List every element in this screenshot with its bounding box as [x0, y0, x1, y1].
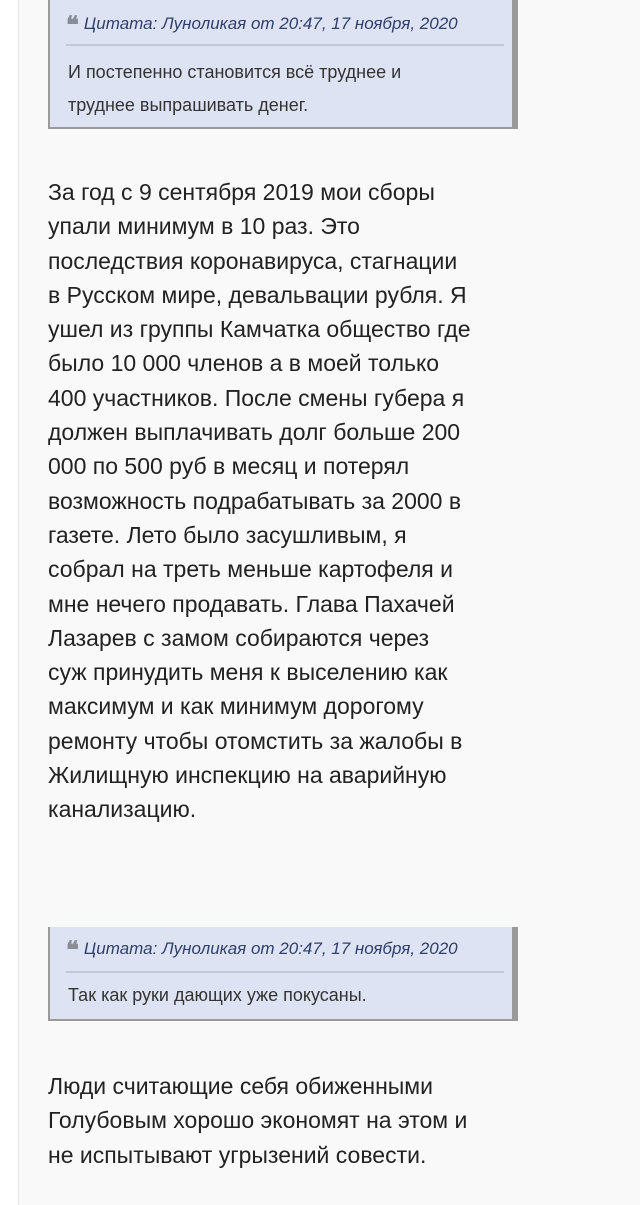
quote-mark-icon: ❝: [66, 10, 79, 39]
quote-text: [68, 46, 504, 122]
paragraph-line: Голубовым хорошо экономят на этом и: [48, 1107, 468, 1134]
paragraph-line: канализацию.: [48, 796, 197, 823]
paragraph-line: ушел из группы Камчатка общество где: [48, 316, 471, 343]
quote-header-text: Цитата: Луноликая от 20:47, 17 ноября, 2020: [83, 14, 458, 33]
paragraph-line: Лазарев с замом собираются через: [48, 624, 430, 651]
paragraph-line: мне нечего продавать. Глава Пахачей: [48, 590, 455, 617]
quote-block: [48, 927, 518, 1021]
paragraph-line: 400 участников. После смены губера я: [48, 384, 465, 411]
paragraph-line: в Русском мире, девальвации рубля. Я: [48, 281, 467, 308]
quote-mark-icon: ❝: [66, 935, 79, 964]
paragraph-line: должен выплачивать долг больше 200: [48, 419, 461, 446]
quote-header: [66, 927, 504, 973]
paragraph-line: Жилищную инспекцию на аварийную: [48, 762, 447, 789]
paragraph-line: последствия коронавируса, стагнации: [48, 247, 458, 274]
paragraph-line: не испытывают угрызений совести.: [48, 1141, 427, 1168]
paragraph-line: За год с 9 сентября 2019 мои сборы: [48, 179, 435, 205]
paragraph-line: газете. Лето было засушливым, я: [48, 521, 407, 548]
paragraph-line: ремонту чтобы отомстить за жалобы в: [48, 727, 463, 754]
paragraph-line: Люди считающие себя обиженными: [48, 1073, 433, 1099]
post-paragraph: [48, 175, 518, 827]
paragraph-line: суж принудить меня к выселению как: [48, 659, 448, 686]
quote-text: [68, 973, 504, 1012]
paragraph-line: возможность подрабатывать за 2000 в: [48, 487, 462, 514]
paragraph-line: собрал на треть меньше картофеля и: [48, 556, 453, 583]
quote-text-line: Так как руки дающих уже покусаны.: [68, 985, 367, 1005]
paragraph-line: упали минимум в 10 раз. Это: [48, 213, 360, 240]
quote-header-text: Цитата: Луноликая от 20:47, 17 ноября, 2020: [83, 939, 458, 958]
paragraph-line: было 10 000 членов а в моей только: [48, 350, 440, 377]
paragraph-line: максимум и как минимум дорогому: [48, 693, 424, 720]
paragraph-line: 000 по 500 руб в месяц и потерял: [48, 453, 410, 480]
quote-text-line: труднее выпрашивать денег.: [68, 95, 309, 115]
post-paragraph: [48, 1069, 518, 1172]
quote-block: [48, 0, 518, 129]
quote-text-line: И постепенно становится всё труднее и: [68, 62, 402, 82]
quote-header: [66, 0, 504, 46]
